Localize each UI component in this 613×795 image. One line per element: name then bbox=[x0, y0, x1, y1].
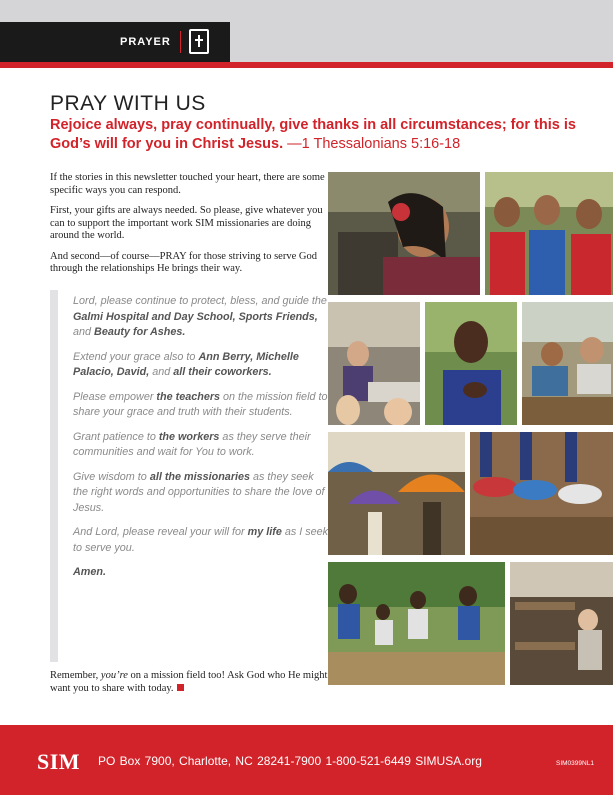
photo-cleats bbox=[470, 432, 613, 555]
footer bbox=[0, 725, 613, 795]
intro-paragraph: First, your gifts are always needed. So please, give whatever you can to support the important work SIM missionaries are doing around the world. bbox=[50, 205, 323, 241]
prayer-paragraph: Give wisdom to all the missionaries as they seek the right words and opportunities to share the love of Jesus. bbox=[73, 470, 325, 514]
photo-kids-cheering bbox=[328, 562, 505, 685]
prayer-paragraph: Please empower the teachers on the mission field to share your grace and truth with their students. bbox=[73, 390, 328, 418]
closing-text: Remember, you’re on a mission field too! Ask God who He might want you to share with today. bbox=[50, 670, 328, 694]
intro-paragraph: If the stories in this newsletter touched your heart, there are some specific ways you can respond. bbox=[50, 172, 325, 196]
page-title: PRAY WITH US bbox=[50, 92, 206, 115]
photo-children-table bbox=[522, 302, 613, 425]
bible-verse bbox=[50, 116, 590, 154]
photo-young-man bbox=[425, 302, 517, 425]
bible-icon bbox=[189, 29, 209, 54]
verse-text: Rejoice always, pray continually, give thanks in all circumstances; for this is God’s will for you in Christ Jesus. bbox=[50, 117, 576, 152]
photo-woman-flower bbox=[328, 172, 480, 295]
prayer-paragraph: And Lord, please reveal your will for my life as I seek to serve you. bbox=[73, 526, 329, 554]
intro-paragraph: And second—of course—PRAY for those striving to serve God through the relationships He brings their way. bbox=[50, 250, 317, 274]
sim-logo: SIM bbox=[37, 749, 81, 774]
section-tab bbox=[0, 22, 230, 62]
photo-umbrellas bbox=[328, 432, 465, 555]
section-label: PRAYER bbox=[120, 36, 171, 48]
intro-text bbox=[50, 172, 330, 284]
publication-code: SIM0399NL1 bbox=[556, 760, 594, 767]
tab-divider bbox=[180, 31, 181, 53]
end-mark-icon bbox=[177, 684, 184, 691]
header-rule bbox=[0, 62, 613, 68]
footer-contact: PO Box 7900, Charlotte, NC 28241-7900 1-800-521-6449 SIMUSA.org bbox=[98, 754, 482, 768]
prayer-block bbox=[50, 290, 330, 662]
prayer-paragraph: Lord, please continue to protect, bless, and guide the Galmi Hospital and Day School, Sports Friends, and Beauty for Ashes. bbox=[73, 295, 327, 338]
photo-boys-praying bbox=[485, 172, 613, 295]
prayer-paragraph: Grant patience to the workers as they serve their communities and wait for You to work. bbox=[73, 430, 311, 458]
verse-reference: —1 Thessalonians 5:16-18 bbox=[283, 136, 461, 152]
photo-classroom-teacher bbox=[328, 302, 420, 425]
prayer-amen: Amen. bbox=[73, 566, 106, 578]
photo-bunk-room bbox=[510, 562, 613, 685]
prayer-paragraph: Extend your grace also to Ann Berry, Michelle Palacio, David, and all their coworkers. bbox=[73, 350, 299, 378]
